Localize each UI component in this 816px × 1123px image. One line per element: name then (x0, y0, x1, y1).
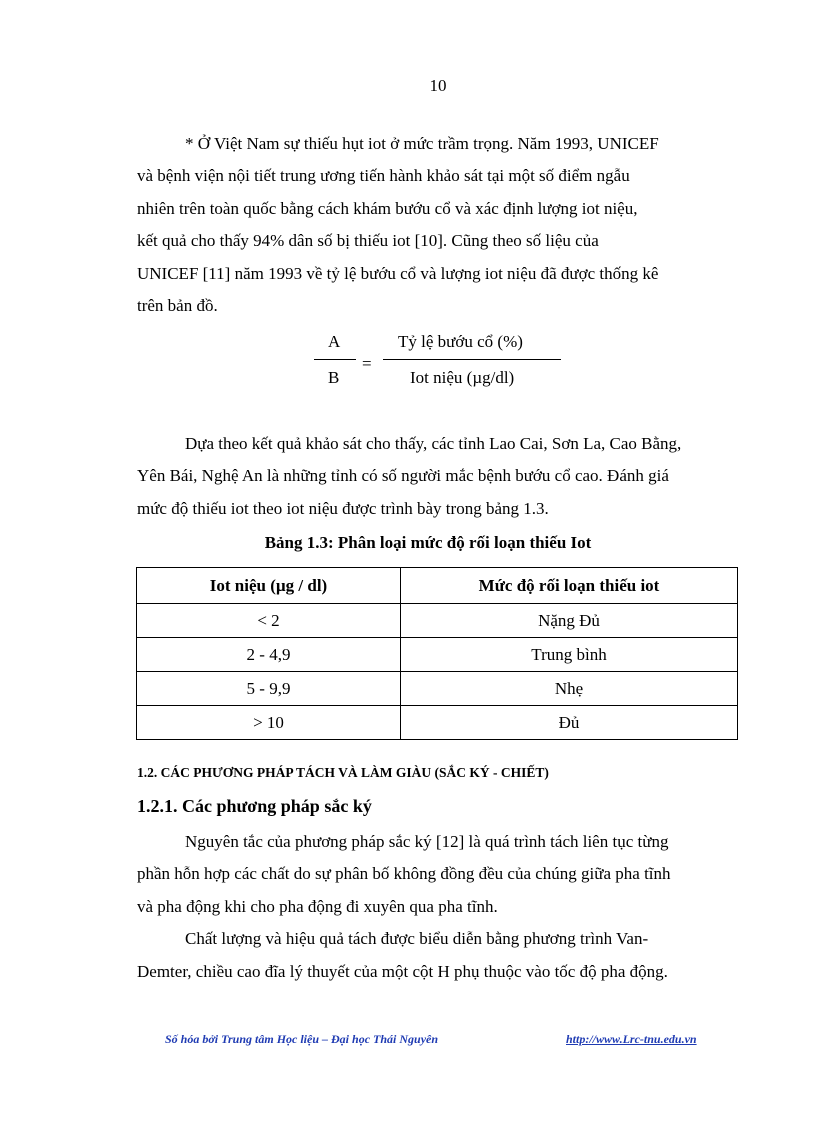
table-row (137, 638, 738, 672)
table-row (137, 672, 738, 706)
text-line: Dựa theo kết quả khảo sát cho thấy, các tỉnh Lao Cai, Sơn La, Cao Bằng, (185, 434, 682, 453)
table-cell: < 2 (137, 604, 401, 638)
subsection-heading: 1.2.1. Các phương pháp sắc ký (137, 796, 372, 816)
text-line: kết quả cho thấy 94% dân số bị thiếu iot [10]. Cũng theo số liệu của (137, 231, 599, 251)
fraction-bar (383, 359, 561, 360)
text-line: Yên Bái, Nghệ An là những tỉnh có số người mắc bệnh bướu cổ cao. Đánh giá (137, 466, 669, 486)
text-line: nhiên trên toàn quốc bằng cách khám bướu cổ và xác định lượng iot niệu, (137, 198, 638, 218)
formula-left-numerator: A (328, 332, 341, 351)
text-line: Demter, chiều cao đĩa lý thuyết của một cột H phụ thuộc vào tốc độ pha động. (137, 961, 668, 981)
table-row (137, 604, 738, 638)
table-header-row (137, 568, 738, 604)
paragraph-chromatography (137, 826, 738, 988)
section-heading: 1.2. CÁC PHƯƠNG PHÁP TÁCH VÀ LÀM GIÀU (SẮC KÝ - CHIẾT) (137, 765, 549, 780)
table-cell: 2 - 4,9 (137, 638, 401, 672)
table-cell: > 10 (137, 706, 401, 740)
column-header: Iot niệu (µg / dl) (137, 568, 401, 604)
goiter-ratio-formula (0, 330, 816, 390)
table-cell: Nặng Đủ (401, 604, 738, 638)
table-cell: Trung bình (401, 638, 738, 672)
formula-left-denominator: B (328, 368, 340, 387)
table-cell: Đủ (401, 706, 738, 740)
table-cell: 5 - 9,9 (137, 672, 401, 706)
text-line: và pha động khi cho pha động đi xuyên qua pha tĩnh. (137, 896, 498, 916)
text-line: mức độ thiếu iot theo iot niệu được trình bày trong bảng 1.3. (137, 498, 549, 518)
text-line: Nguyên tắc của phương pháp sắc ký [12] là quá trình tách liên tục từng (185, 832, 669, 851)
formula-right-numerator: Tỷ lệ bướu cổ (%) (398, 332, 523, 351)
text-line: UNICEF [11] năm 1993 về tỷ lệ bướu cổ và lượng iot niệu đã được thống kê (137, 263, 659, 283)
table-row (137, 706, 738, 740)
text-line: trên bản đồ. (137, 296, 218, 316)
text-line: * Ở Việt Nam sự thiếu hụt iot ở mức trầm trọng. Năm 1993, UNICEF (185, 134, 659, 153)
fraction-bar (314, 359, 356, 360)
page-number: 10 (429, 76, 447, 95)
table-cell: Nhẹ (401, 672, 738, 706)
iodine-deficiency-table (136, 567, 738, 740)
text-line: phần hỗn hợp các chất do sự phân bố không đồng đều của chúng giữa pha tĩnh (137, 864, 671, 884)
column-header: Mức độ rối loạn thiếu iot (401, 568, 738, 604)
text-line: và bệnh viện nội tiết trung ương tiến hành khảo sát tại một số điểm ngẫu (137, 166, 630, 186)
paragraph-survey-results (137, 428, 738, 525)
formula-right-denominator: Iot niệu (µg/dl) (410, 368, 515, 387)
paragraph-iodine-vietnam (137, 128, 738, 322)
footer-link[interactable]: http://www.Lrc-tnu.edu.vn (566, 1032, 697, 1046)
footer-digitized-by: Số hóa bởi Trung tâm Học liệu – Đại học Thái Nguyên (165, 1032, 439, 1046)
table-caption: Bảng 1.3: Phân loại mức độ rối loạn thiếu Iot (264, 533, 592, 552)
text-line: Chất lượng và hiệu quả tách được biểu diễn bằng phương trình Van- (185, 929, 649, 949)
formula-equals: = (362, 354, 372, 373)
